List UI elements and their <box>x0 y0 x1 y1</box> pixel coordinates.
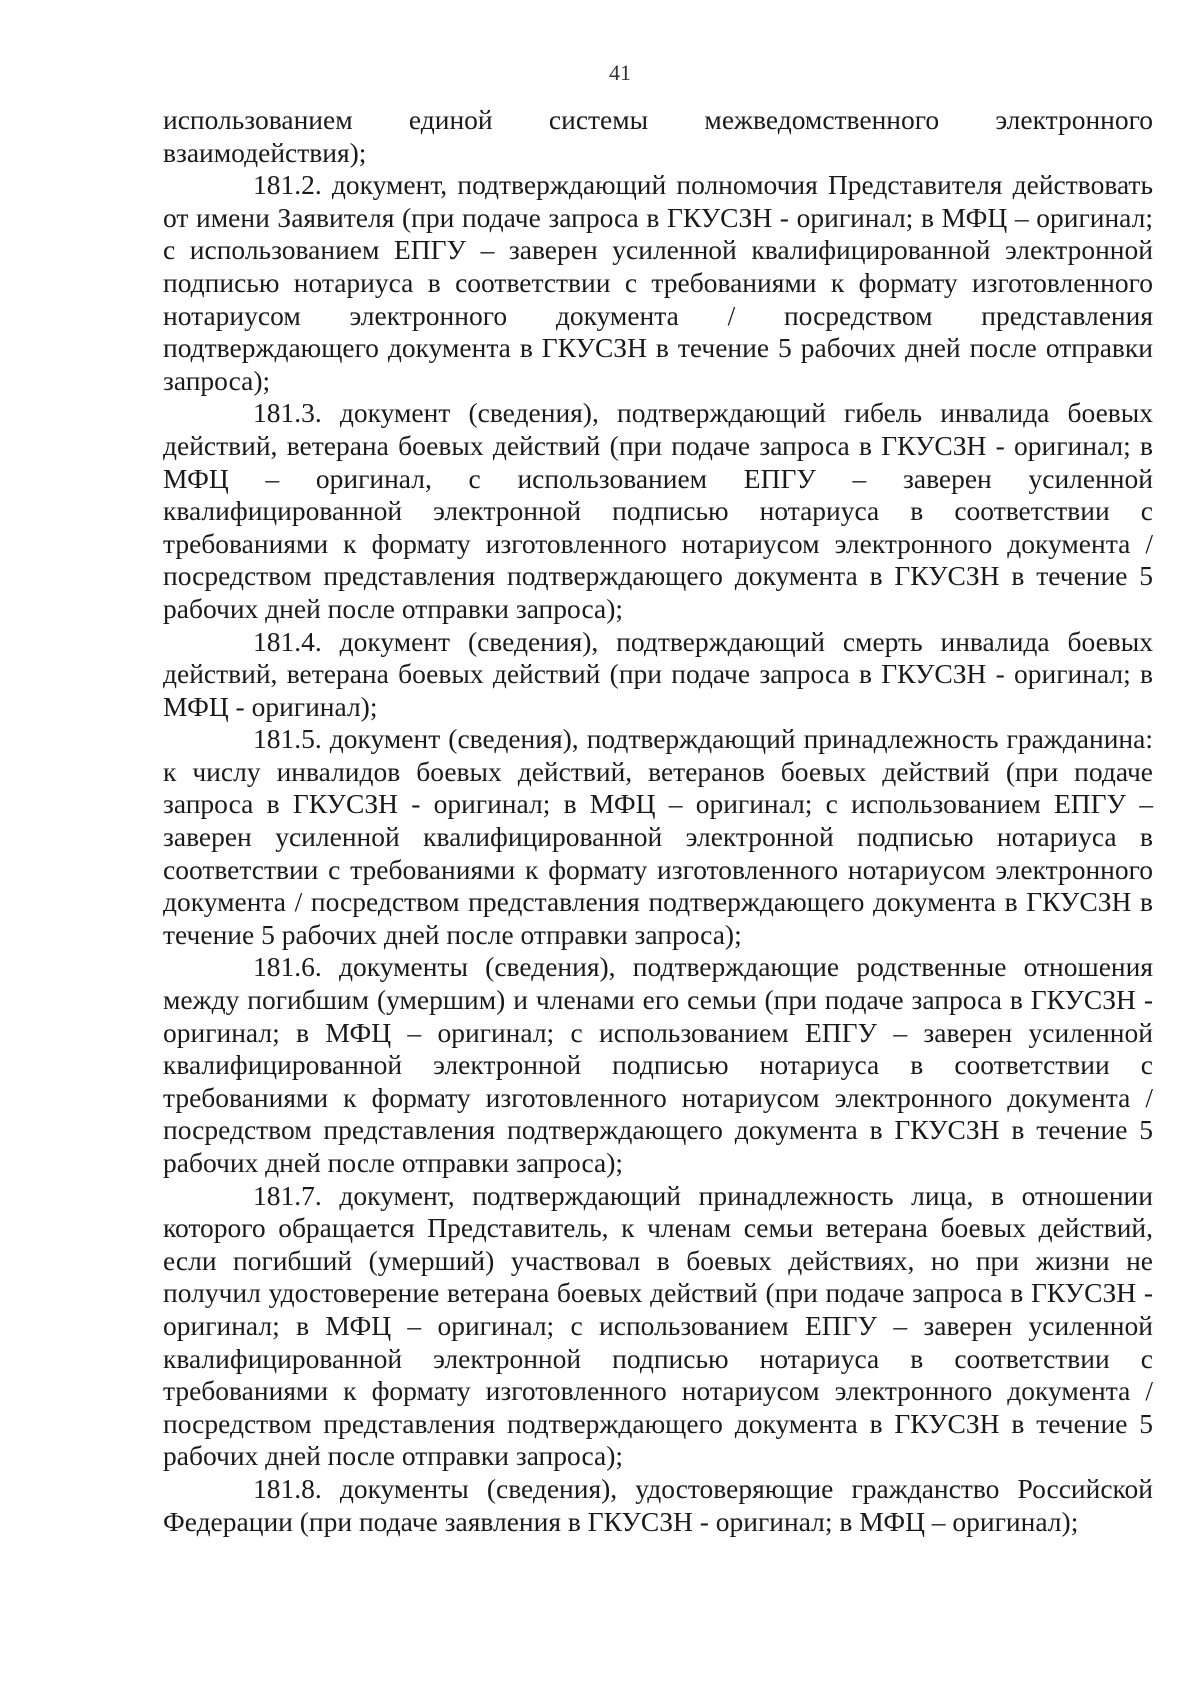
paragraph-181-8: 181.8. документы (сведения), удостоверяющие гражданство Российской Федерации (при подаче заявления в ГКУСЗН - оригинал; в МФЦ – оригинал); <box>163 1472 1153 1537</box>
paragraph-181-7: 181.7. документ, подтверждающий принадлежность лица, в отношении которого обращается Представитель, к членам семьи ветерана боевых действий, если погибший (умерший) участвовал в боевых действиях, но при жизни не получил удостоверение ветерана боевых действий (при подаче запроса в ГКУСЗН - оригинал; в МФЦ – оригинал; с использованием ЕПГУ – заверен усиленной квалифицированной электронной подписью нотариуса в соответствии с требованиями к формату изготовленного нотариусом электронного документа / посредством представления подтверждающего документа в ГКУСЗН в течение 5 рабочих дней после отправки запроса); <box>163 1179 1153 1472</box>
paragraph-181-6: 181.6. документы (сведения), подтверждающие родственные отношения между погибшим (умершим) и членами его семьи (при подаче запроса в ГКУСЗН - оригинал; в МФЦ – оригинал; с использованием ЕПГУ – заверен усиленной квалифицированной электронной подписью нотариуса в соответствии с требованиями к формату изготовленного нотариусом электронного документа / посредством представления подтверждающего документа в ГКУСЗН в течение 5 рабочих дней после отправки запроса); <box>163 951 1153 1178</box>
page-number: 41 <box>609 60 631 85</box>
paragraph-181-4: 181.4. документ (сведения), подтверждающий смерть инвалида боевых действий, ветерана боевых действий (при подаче запроса в ГКУСЗН - оригинал; в МФЦ - оригинал); <box>163 625 1153 722</box>
paragraph-181-3: 181.3. документ (сведения), подтверждающий гибель инвалида боевых действий, ветерана боевых действий (при подаче запроса в ГКУСЗН - оригинал; в МФЦ – оригинал, с использованием ЕПГУ – заверен усиленной квалифицированной электронной подписью нотариуса в соответствии с требованиями к формату изготовленного нотариусом электронного документа / посредством представления подтверждающего документа в ГКУСЗН в течение 5 рабочих дней после отправки запроса); <box>163 397 1153 624</box>
paragraph-181-2: 181.2. документ, подтверждающий полномочия Представителя действовать от имени Заявителя (при подаче запроса в ГКУСЗН - оригинал; в МФЦ – оригинал; с использованием ЕПГУ – заверен усиленной квалифицированной электронной подписью нотариуса в соответствии с требованиями к формату изготовленного нотариусом электронного документа / посредством представления подтверждающего документа в ГКУСЗН в течение 5 рабочих дней после отправки запроса); <box>163 169 1153 396</box>
document-body <box>163 104 1153 1538</box>
paragraph-continuation: использованием единой системы межведомственного электронного взаимодействия); <box>163 104 1153 168</box>
paragraph-181-5: 181.5. документ (сведения), подтверждающий принадлежность гражданина: к числу инвалидов боевых действий, ветеранов боевых действий (при подаче запроса в ГКУСЗН - оригинал; в МФЦ – оригинал; с использованием ЕПГУ – заверен усиленной квалифицированной электронной подписью нотариуса в соответствии с требованиями к формату изготовленного нотариусом электронного документа / посредством представления подтверждающего документа в ГКУСЗН в течение 5 рабочих дней после отправки запроса); <box>163 723 1153 950</box>
